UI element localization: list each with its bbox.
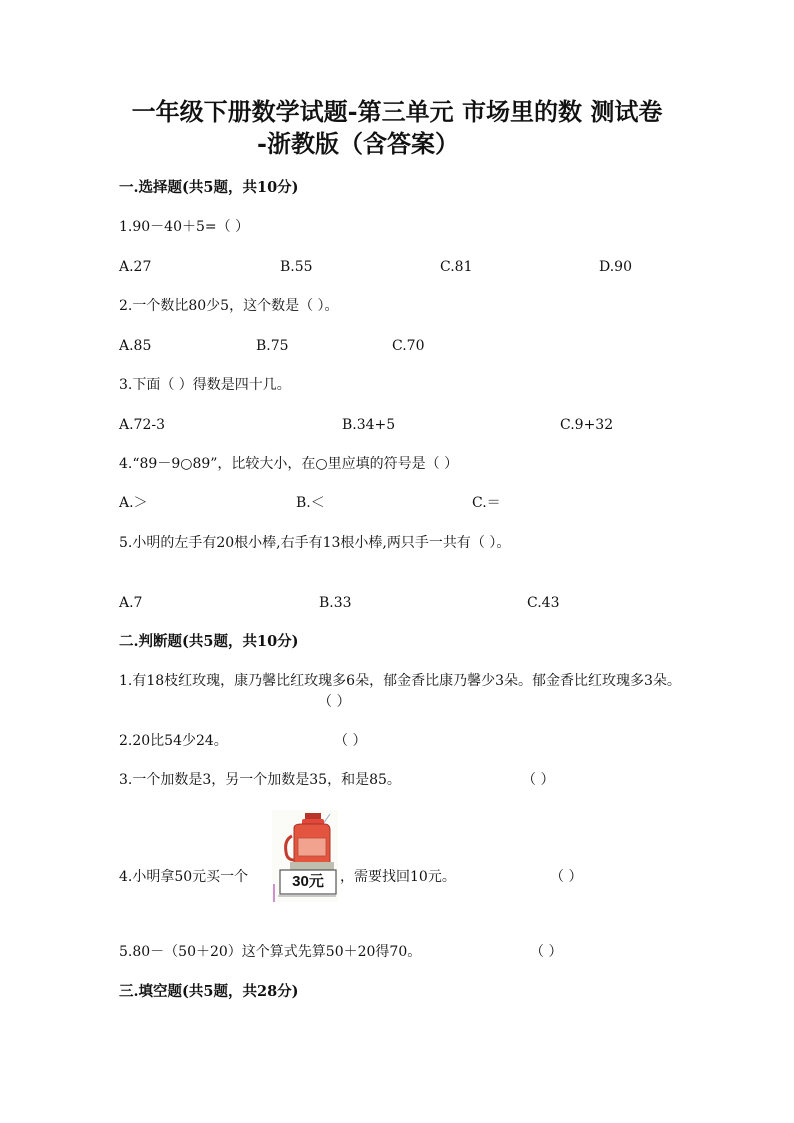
question-2-5: 5.80－（50＋20）这个算式先算50＋20得70。: [119, 944, 422, 960]
option-1-1-b: B.55: [280, 259, 313, 275]
option-1-5-c: C.43: [527, 595, 560, 611]
option-1-3-b: B.34+5: [342, 417, 396, 433]
document-title-line2: -浙教版（含答案）: [257, 129, 459, 158]
question-1-2: 2.一个数比80少5，这个数是（ ）。: [119, 298, 339, 314]
price-tag-label: 30元: [292, 873, 324, 890]
answer-paren-2-2: （ ）: [334, 733, 367, 749]
option-1-3-a: A.72-3: [119, 417, 166, 433]
option-1-1-a: A.27: [119, 259, 152, 275]
question-2-3: 3.一个加数是3，另一个加数是35，和是85。: [119, 772, 401, 788]
question-1-5: 5.小明的左手有20根小棒,右手有13根小棒,两只手一共有（ ）。: [119, 535, 511, 551]
option-1-5-b: B.33: [319, 595, 352, 611]
option-1-2-b: B.75: [256, 338, 289, 354]
answer-paren-2-4: （ ）: [550, 869, 583, 885]
question-1-3: 3.下面（ ）得数是四十几。: [119, 377, 291, 393]
thermos-picture: [272, 810, 338, 902]
answer-paren-2-3: （ ）: [522, 772, 555, 788]
section-heading-judgement: 二.判断题(共5题，共10分): [119, 633, 299, 650]
section-heading-fill-in: 三.填空题(共5题，共28分): [119, 983, 299, 1000]
question-2-1: 1.有18枝红玫瑰，康乃馨比红玫瑰多6朵，郁金香比康乃馨少3朵。郁金香比红玫瑰多3朵。: [119, 673, 681, 689]
question-2-4-after: ，需要找回10元。: [340, 869, 456, 885]
section-heading-choice: 一.选择题(共5题，共10分): [119, 179, 299, 196]
question-1-1: 1.90－40＋5=（ ）: [119, 219, 250, 235]
option-1-4-b: B.＜: [296, 495, 325, 511]
answer-paren-2-5: （ ）: [530, 944, 563, 960]
answer-paren-2-1: （ ）: [318, 694, 351, 710]
option-1-4-c: C.＝: [472, 495, 501, 511]
option-1-1-d: D.90: [599, 259, 632, 275]
option-1-5-a: A.7: [119, 595, 143, 611]
option-1-2-a: A.85: [119, 338, 152, 354]
option-1-3-c: C.9+32: [560, 417, 614, 433]
question-2-2: 2.20比54少24。: [119, 733, 228, 749]
option-1-1-c: C.81: [440, 259, 473, 275]
option-1-2-c: C.70: [392, 338, 425, 354]
question-1-4: 4.“89－9○89”，比较大小，在○里应填的符号是（ ）: [119, 456, 459, 472]
option-1-4-a: A.＞: [119, 495, 148, 511]
document-title-line1: 一年级下册数学试题-第三单元 市场里的数 测试卷: [131, 97, 663, 126]
question-2-4-before: 4.小明拿50元买一个: [119, 869, 249, 885]
